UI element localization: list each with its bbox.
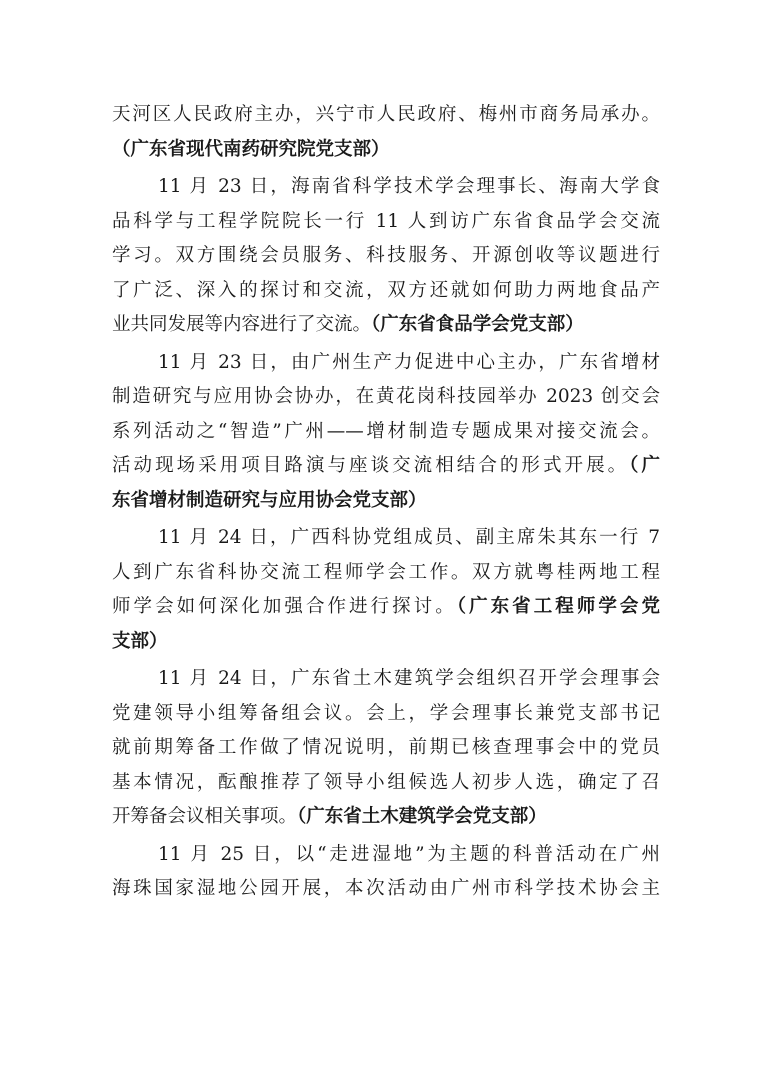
text-line — [112, 170, 660, 205]
body-text: 系列活动之“智造”广州——增材制造专题成果对接交流会。 — [112, 420, 660, 442]
body-text: 开筹备会议相关事项。 — [112, 806, 298, 827]
text-line — [112, 205, 660, 240]
body-text: 海珠国家湿地公园开展，本次活动由广州市科学技术协会主 — [112, 878, 660, 899]
paragraph — [112, 662, 660, 835]
body-text: 活动现场采用项目路演与座谈交流相结合的形式开展。 — [112, 455, 630, 476]
body-text: 天河区人民政府主办，兴宁市人民政府、梅州市商务局承办。 — [112, 104, 660, 125]
body-text: 制造研究与应用协会协办，在黄花岗科技园举办 2023 创交会 — [112, 386, 660, 407]
text-line — [112, 380, 660, 415]
source-attribution: （广东省食品学会党支部） — [371, 314, 584, 335]
text-line — [112, 239, 660, 274]
body-text: 品科学与工程学院院长一行 11 人到访广东省食品学会交流 — [112, 210, 660, 232]
body-text: 11 月 25 日，以“走进湿地”为主题的科普活动在广州 — [158, 843, 660, 865]
text-line — [112, 346, 660, 381]
text-line — [112, 590, 660, 625]
text-line — [112, 274, 660, 309]
text-line — [112, 800, 660, 835]
paragraph — [112, 170, 660, 343]
body-text: 11 月 24 日，广西科协党组成员、副主席朱其东一行 7 — [158, 527, 660, 548]
body-text: 就前期筹备工作做了情况说明，前期已核查理事会中的党员 — [112, 737, 660, 758]
source-attribution: （广 — [629, 455, 660, 476]
body-text: 党建领导小组筹备组会议。会上，学会理事长兼党支部书记 — [112, 702, 660, 724]
source-attribution: （广东省现代南药研究院党支部） — [112, 138, 390, 160]
text-line — [112, 556, 660, 591]
text-line — [112, 415, 660, 450]
body-text: 11 月 23 日，海南省科学技术学会理事长、海南大学食 — [158, 176, 660, 197]
body-text: 业共同发展等内容进行了交流。 — [112, 314, 372, 335]
text-line — [112, 308, 660, 343]
body-text: 师学会如何深化加强合作进行探讨。 — [112, 596, 457, 617]
text-line — [112, 872, 660, 907]
body-text: 人到广东省科协交流工程师学会工作。双方就粤桂两地工程 — [112, 561, 660, 583]
source-attribution: 支部） — [112, 630, 168, 652]
body-text: 学习。双方围绕会员服务、科技服务、开源创收等议题进行 — [112, 245, 660, 266]
paragraph — [112, 521, 660, 659]
body-text: 基本情况，酝酿推荐了领导小组候选人初步人选，确定了召 — [112, 771, 660, 793]
text-line — [112, 697, 660, 732]
body-text: 11 月 23 日，由广州生产力促进中心主办，广东省增材 — [158, 351, 660, 373]
text-line — [112, 484, 660, 519]
text-line — [112, 766, 660, 801]
text-line — [112, 98, 660, 133]
document-page — [112, 98, 660, 907]
source-attribution: （广东省工程师学会党 — [456, 596, 660, 617]
body-text: 了广泛、深入的探讨和交流，双方还就如何助力两地食品产 — [112, 279, 660, 301]
text-line — [112, 521, 660, 556]
paragraph — [112, 838, 660, 907]
source-attribution: 东省增材制造研究与应用协会党支部） — [112, 489, 427, 511]
body-text: 11 月 24 日，广东省土木建筑学会组织召开学会理事会 — [158, 668, 660, 689]
text-line — [112, 449, 660, 484]
source-attribution: （广东省土木建筑学会党支部） — [297, 806, 547, 827]
text-line — [112, 133, 660, 168]
paragraph — [112, 346, 660, 519]
paragraph — [112, 98, 660, 167]
text-line — [112, 625, 660, 660]
text-line — [112, 662, 660, 697]
text-line — [112, 838, 660, 873]
text-line — [112, 731, 660, 766]
